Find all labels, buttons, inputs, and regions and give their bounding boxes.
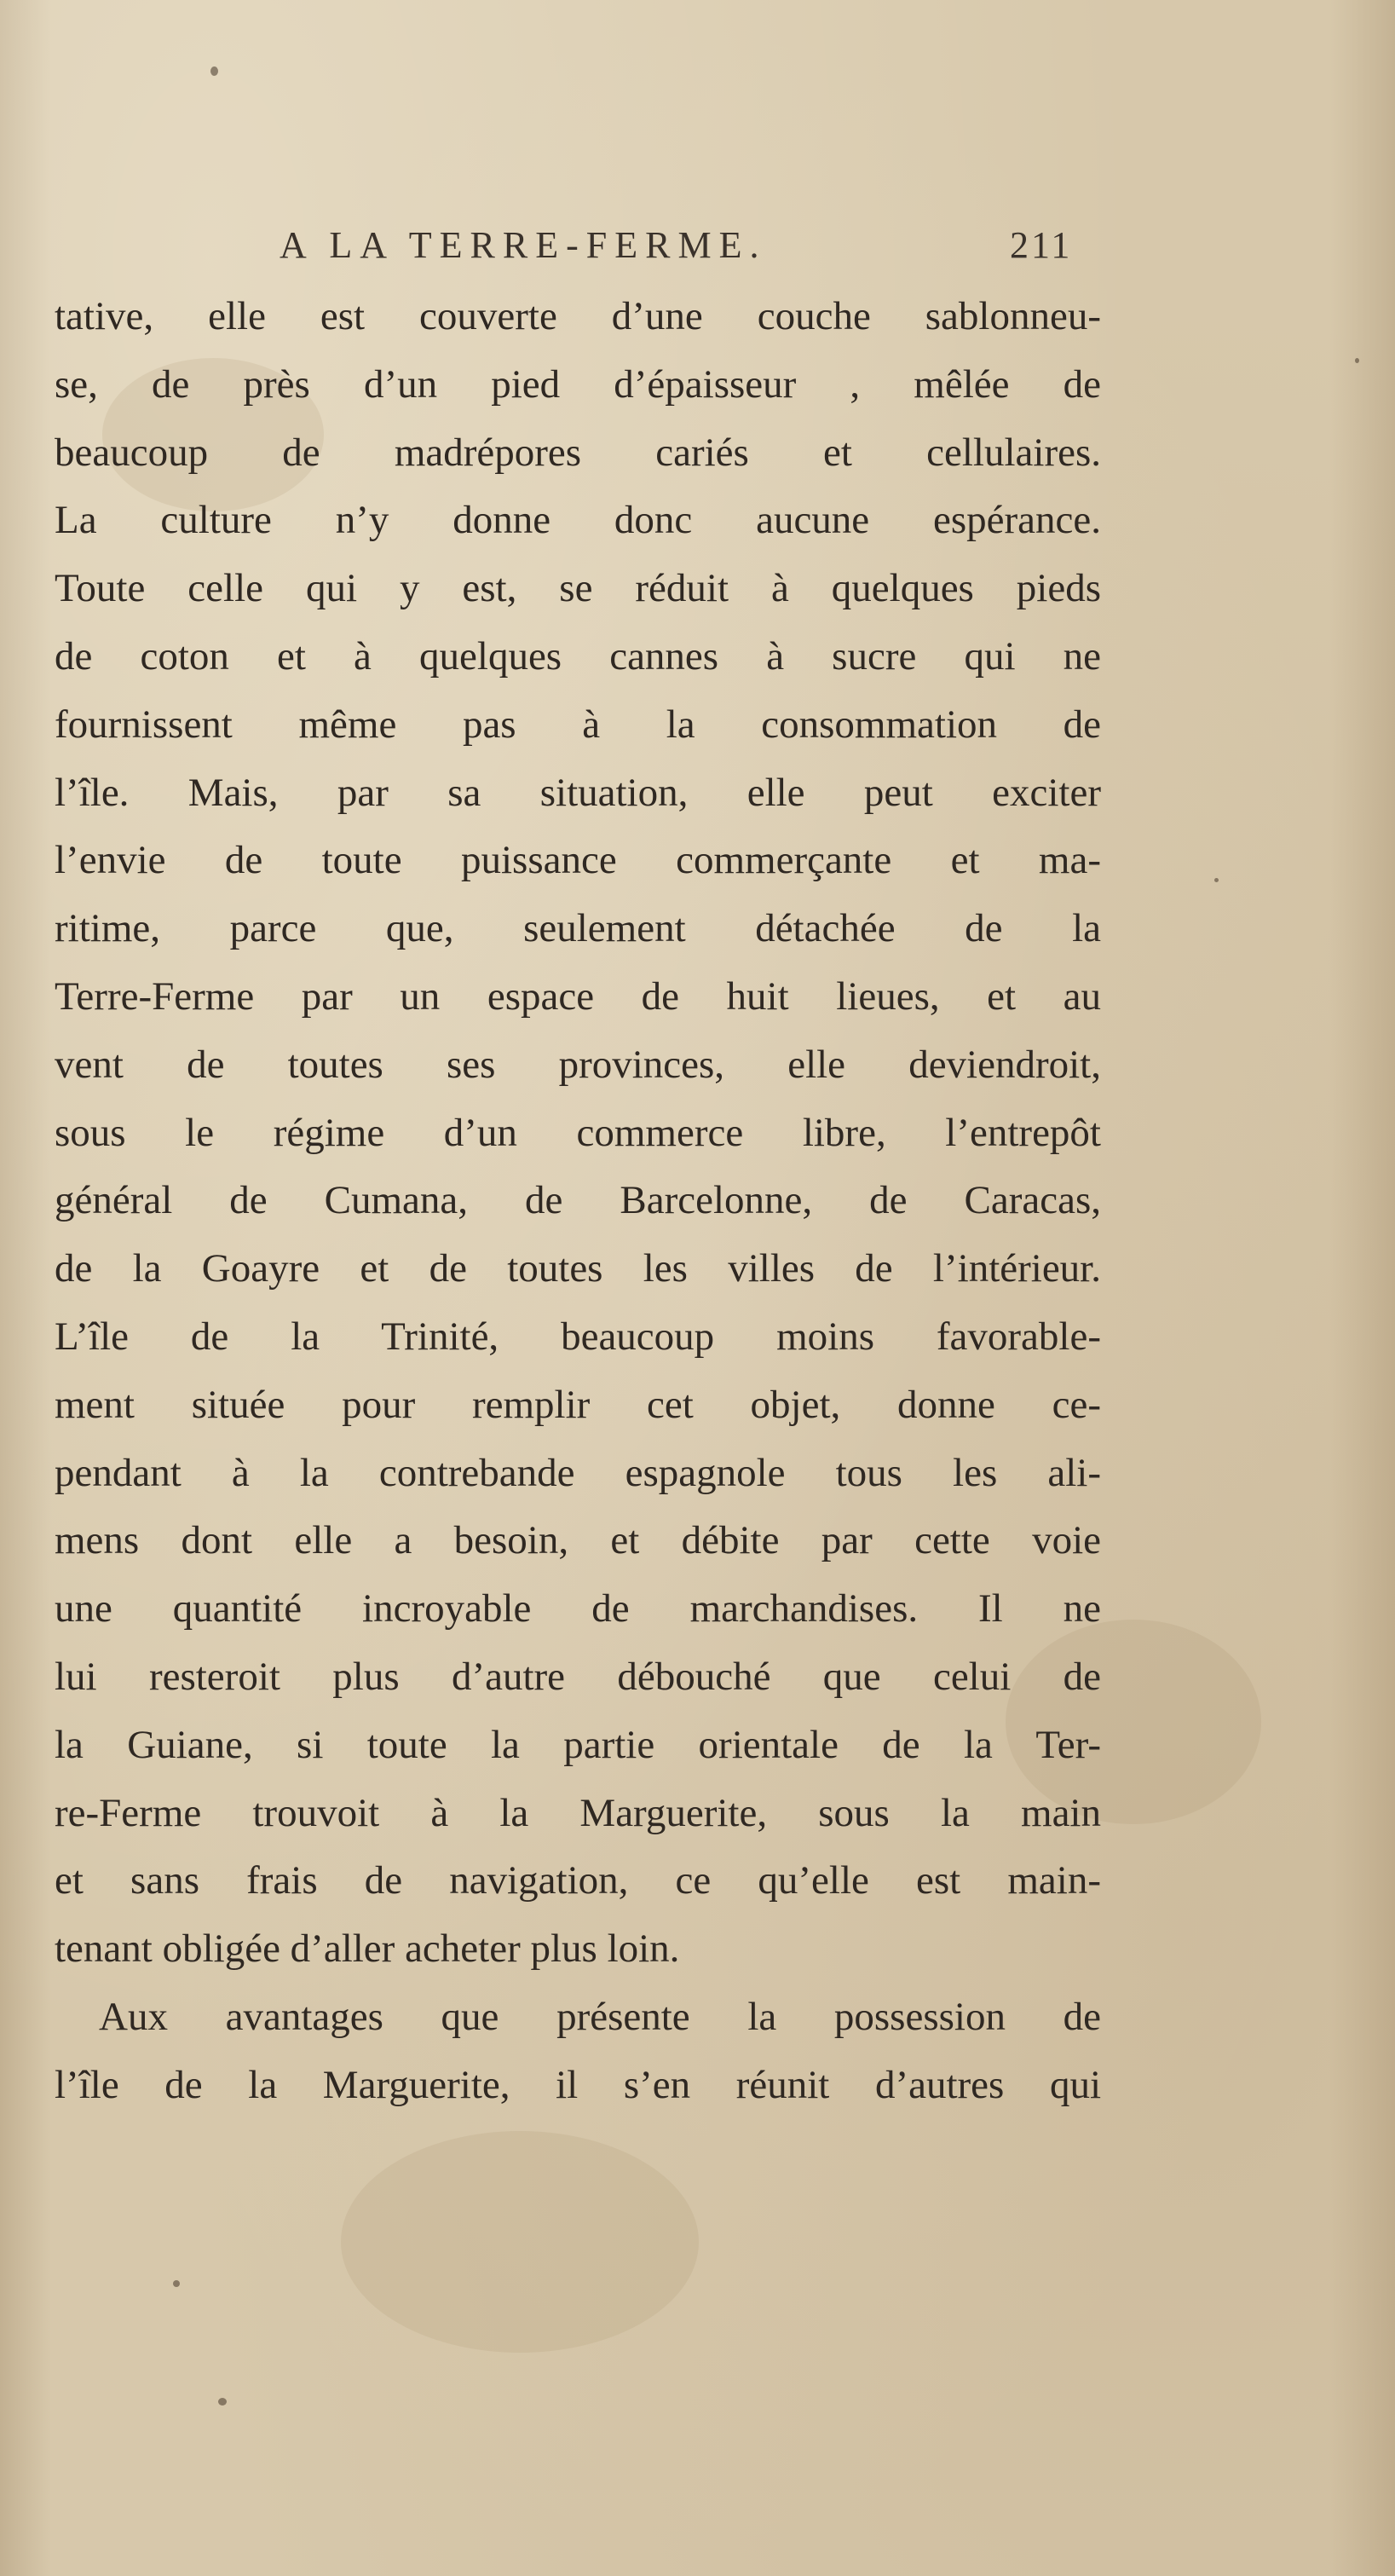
text-line: la Guiane, si toute la partie orientale de la Ter- [55,1722,1101,1767]
text-line: de coton et à quelques cannes à sucre qui ne [55,633,1101,679]
running-head [51,220,1108,271]
text-line: tenant obligée d’aller acheter plus loin. [55,1926,680,1972]
text-line: mens dont elle a besoin, et débite par cette voie [55,1518,1101,1563]
text-line: La culture n’y donne donc aucune espérance. [55,498,1101,543]
text-line: tative, elle est couverte d’une couche sablonneu- [55,294,1101,338]
text-line: l’île de la Marguerite, il s’en réunit d’autres qui [55,2062,1101,2107]
text-line: re-Ferme trouvoit à la Marguerite, sous la main [55,1790,1101,1835]
text-line: général de Cumana, de Barcelonne, de Caracas, [55,1178,1101,1223]
text-line: lui resteroit plus d’autre débouché que celui de [55,1654,1101,1699]
text-line: Terre-Ferme par un espace de huit lieues, et au [55,973,1101,1019]
text-line: une quantité incroyable de marchandises. Il ne [55,1586,1101,1632]
text-line: ritime, parce que, seulement détachée de la [55,906,1101,951]
paper-speck [173,2280,180,2287]
text-line: se, de près d’un pied d’épaisseur , mêlée de [55,361,1101,407]
text-line: sous le régime d’un commerce libre, l’entrepôt [55,1110,1101,1155]
page-number: 211 [1010,224,1073,266]
paper-stain [341,2131,699,2353]
text-line: l’envie de toute puissance commerçante et ma- [55,838,1101,883]
text-line: l’île. Mais, par sa situation, elle peut exciter [55,770,1101,815]
text-line: beaucoup de madrépores cariés et cellulaires. [55,430,1101,475]
text-line: pendant à la contrebande espagnole tous les ali- [55,1450,1101,1495]
paper-speck [218,2398,227,2406]
text-line: vent de toutes ses provinces, elle deviendroit, [55,1042,1101,1087]
paper-speck [1214,878,1219,882]
text-line: ment située pour remplir cet objet, donne ce- [55,1382,1101,1427]
paper-speck [210,66,218,76]
text-line: de la Goayre et de toutes les villes de l’intérieur. [55,1246,1101,1291]
running-title: A LA TERRE-FERME. [280,224,767,266]
text-line: fournissent même pas à la consommation de [55,702,1101,747]
body-text [55,283,1101,2120]
text-line: L’île de la Trinité, beaucoup moins favorable- [55,1314,1101,1359]
paper-speck [1355,358,1359,363]
text-line: Aux avantages que présente la possession de [99,1994,1101,2039]
text-line: et sans frais de navigation, ce qu’elle est main- [55,1858,1101,1903]
text-line: Toute celle qui y est, se réduit à quelques pieds [55,566,1101,611]
